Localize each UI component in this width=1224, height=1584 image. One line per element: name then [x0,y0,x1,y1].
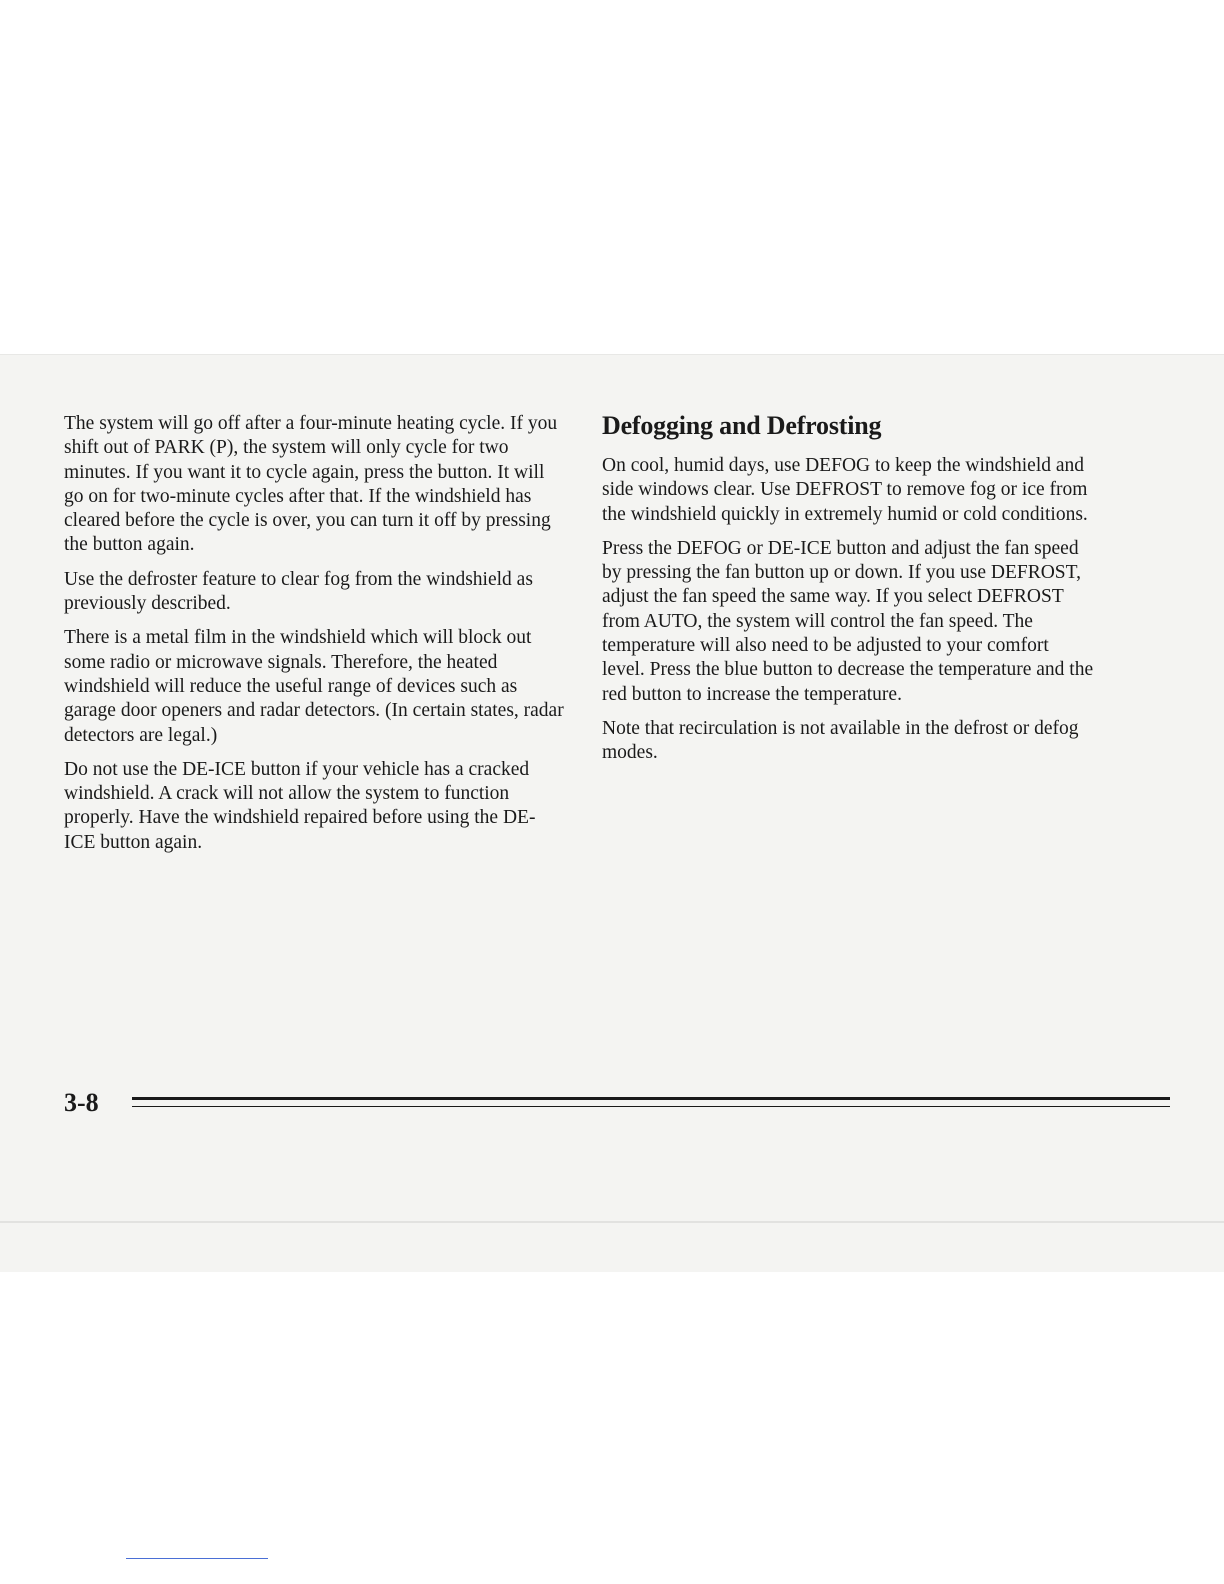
paragraph-heating-cycle: The system will go off after a four-minute heating cycle. If you shift out of PARK (P), the system will only cycle for two minutes. If you want it to cycle again, press the button. It will go on for two-minute cycles after that. If the windshield has cleared before the cycle is over, you can turn it off by pressing the button again. [64,413,558,556]
left-column [64,412,564,865]
section-heading: Defogging and Defrosting [602,411,882,440]
page-number: 3-8 [64,1088,99,1117]
paragraph-cracked-windshield: Do not use the DE-ICE button if your vehicle has a cracked windshield. A crack will not allow the system to function properly. Have the windshield repaired before using the DE-ICE button again. [64,758,536,853]
bottom-underline [126,1558,268,1559]
page-footer [64,1088,1104,1128]
paragraph-defroster-feature: Use the defroster feature to clear fog from the windshield as previously described. [64,568,533,615]
footer-rule-thin [132,1106,1170,1107]
right-column [602,412,1096,776]
paragraph-defog-usage: On cool, humid days, use DEFOG to keep the windshield and side windows clear. Use DEFROST to remove fog or ice from the windshield quickly in extremely humid or cold conditions. [602,455,1088,525]
paragraph-metal-film: There is a metal film in the windshield which will block out some radio or microwave signals. Therefore, the heated windshield will reduce the useful range of devices such as garage door openers and radar detectors. (In certain states, radar detectors are legal.) [64,627,564,746]
paragraph-fan-and-temperature: Press the DEFOG or DE-ICE button and adjust the fan speed by pressing the fan button up or down. If you use DEFROST, adjust the fan speed the same way. If you select DEFROST from AUTO, the system will control the fan speed. The temperature will also need to be adjusted to your comfort level. Press the blue button to decrease the temperature and the red button to increase the temperature. [602,537,1094,705]
scan-bottom-edge [0,1221,1224,1223]
footer-rule-thick [132,1097,1170,1100]
paragraph-recirculation-note: Note that recirculation is not available in the defrost or defog modes. [602,717,1079,764]
